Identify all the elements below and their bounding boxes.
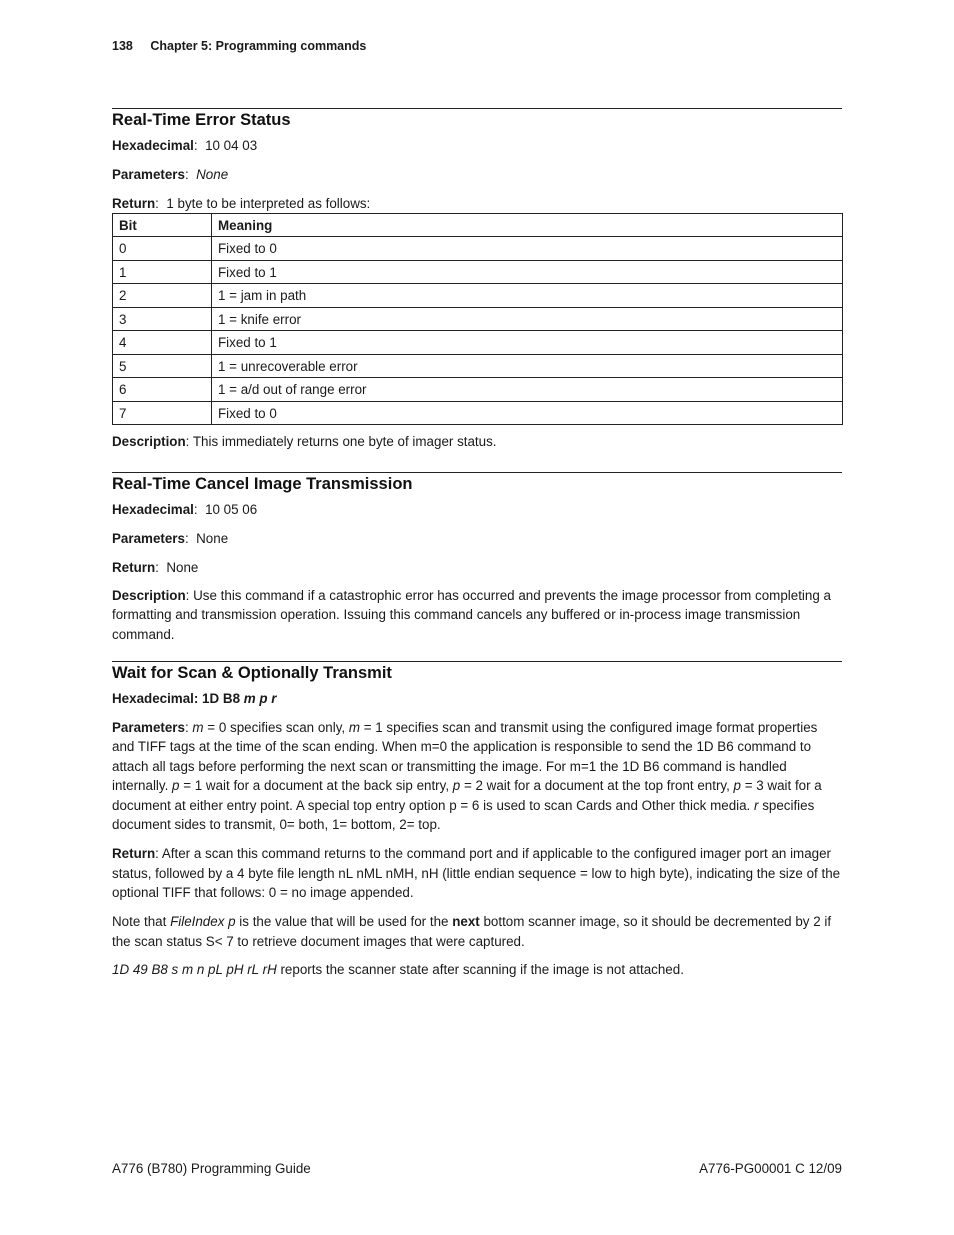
reports-text: reports the scanner state after scanning if the image is not attached. <box>276 962 684 978</box>
param-r: r <box>754 797 759 813</box>
return-label: Return <box>112 846 156 862</box>
return-line: Return: None <box>112 559 199 575</box>
params-value: None <box>196 530 229 546</box>
footer-right: A776-PG00001 C 12/09 <box>699 1161 842 1176</box>
parameters-line: Parameters: None <box>112 530 229 546</box>
table-row <box>113 354 843 378</box>
meaning-cell: Fixed to 0 <box>212 401 843 425</box>
bit-cell: 0 <box>113 237 212 261</box>
note-paragraph <box>112 912 842 951</box>
section-title: Wait for Scan & Optionally Transmit <box>112 664 392 682</box>
params-text: specifies document sides to transmit, 0= both, 1= bottom, 2= top. <box>112 797 815 833</box>
hexadecimal-line: Hexadecimal: 10 05 06 <box>112 502 258 517</box>
chapter-title: Chapter 5: Programming commands <box>150 39 367 53</box>
table-row <box>113 307 843 331</box>
table-row <box>113 260 843 284</box>
bit-cell: 3 <box>113 307 212 331</box>
meaning-cell: 1 = knife error <box>212 307 843 331</box>
note-text: Note that <box>112 914 171 930</box>
return-value: 1 byte to be interpreted as follows: <box>166 195 371 211</box>
col-header-meaning: Meaning <box>212 213 843 237</box>
table-header-row <box>113 213 843 237</box>
meaning-cell: 1 = unrecoverable error <box>212 354 843 378</box>
params-text: : <box>184 719 193 735</box>
note-text: bottom scanner image, so it should be decremented by 2 if the scan status S< 7 to retrieve document images that were captured. <box>112 914 832 949</box>
return-line: Return: 1 byte to be interpreted as follows: <box>112 195 371 211</box>
bit-cell: 2 <box>113 284 212 308</box>
bit-cell: 1 <box>113 260 212 284</box>
return-label: Return <box>112 559 156 575</box>
bit-cell: 4 <box>113 331 212 355</box>
param-p: p <box>733 778 741 794</box>
bit-cell: 6 <box>113 378 212 402</box>
bit-cell: 5 <box>113 354 212 378</box>
meaning-cell: Fixed to 0 <box>212 237 843 261</box>
desc-label: Description <box>112 434 186 450</box>
note-next: next <box>452 914 480 930</box>
footer-left: A776 (B780) Programming Guide <box>112 1161 311 1176</box>
page-number: 138 <box>112 39 133 53</box>
table-row <box>113 401 843 425</box>
description-line <box>112 432 842 451</box>
params-label: Parameters <box>112 719 185 735</box>
hex-label: Hexadecimal <box>112 138 194 153</box>
hex-label: Hexadecimal: 1D B8 <box>112 691 244 706</box>
section-title: Real-Time Error Status <box>112 111 291 129</box>
note-fileindex: FileIndex p <box>170 914 236 930</box>
meaning-cell: 1 = a/d out of range error <box>212 378 843 402</box>
bit-cell: 7 <box>113 401 212 425</box>
params-label: Parameters <box>112 530 185 546</box>
col-header-bit: Bit <box>113 213 212 237</box>
return-paragraph <box>112 844 842 903</box>
params-text: = 1 wait for a document at the back sip entry, <box>179 778 453 794</box>
hex-args: m p r <box>243 691 277 706</box>
return-value: : After a scan this command returns to the command port and if applicable to the configured imager port an imager status, followed by a 4 byte file length nL nML nMH, nH (little endian sequence = low to high byte), indicating the size of the optional TIFF that follows: 0 = no image appended. <box>112 846 841 901</box>
section-divider <box>112 108 842 109</box>
hex-value: 10 05 06 <box>205 502 258 517</box>
params-text: = 0 specifies scan only, <box>203 719 349 735</box>
hexadecimal-line <box>112 689 842 708</box>
section-title: Real-Time Cancel Image Transmission <box>112 475 413 493</box>
parameters-line: Parameters: None <box>112 166 229 182</box>
desc-value: : Use this command if a catastrophic error has occurred and prevents the image processor from completing a formatting and transmission operation. Issuing this command cancels any buffered or in-process image transmission command. <box>112 587 831 642</box>
table-row <box>113 331 843 355</box>
hexadecimal-line: Hexadecimal: 10 04 03 <box>112 138 258 153</box>
section-real-time-cancel-image-transmission <box>112 472 842 644</box>
meaning-cell: Fixed to 1 <box>212 260 843 284</box>
param-p: p <box>452 778 461 794</box>
parameters-paragraph <box>112 718 842 835</box>
table-row <box>113 237 843 261</box>
section-real-time-error-status <box>112 108 842 452</box>
param-m: m <box>192 719 204 735</box>
section-wait-for-scan <box>112 661 842 980</box>
note-text: is the value that will be used for the <box>235 914 453 930</box>
hex-value: 10 04 03 <box>205 138 258 153</box>
param-m: m <box>348 719 360 735</box>
params-text: = 2 wait for a document at the top front entry, <box>460 778 734 794</box>
param-p: p <box>172 778 180 794</box>
page-header <box>112 39 366 53</box>
hex-label: Hexadecimal <box>112 502 194 517</box>
table-row <box>113 378 843 402</box>
reports-command: 1D 49 B8 s m n pL pH rL rH <box>112 962 277 978</box>
bit-meaning-table <box>112 213 843 426</box>
section-divider <box>112 472 842 473</box>
params-text: = 3 wait for a document at either entry point. A special top entry option p = 6 is used to scan Cards and Other thick media. <box>112 778 822 813</box>
meaning-cell: 1 = jam in path <box>212 284 843 308</box>
return-value: None <box>166 559 199 575</box>
meaning-cell: Fixed to 1 <box>212 331 843 355</box>
params-label: Parameters <box>112 166 185 182</box>
params-text: = 1 specifies scan and transmit using the configured image format properties and TIFF tags at the time of the scan ending. When m=0 the application is responsible to send the 1D B6 command to attach all tags before performing the next scan or transmitting the image. For m=1 the 1D B6 command is handled internally. <box>112 719 818 794</box>
section-divider <box>112 661 842 662</box>
desc-label: Description <box>112 587 186 603</box>
reports-paragraph <box>112 960 842 980</box>
return-label: Return <box>112 195 156 211</box>
params-value: None <box>196 166 229 182</box>
table-row <box>113 284 843 308</box>
description-paragraph <box>112 586 842 645</box>
desc-value: : This immediately returns one byte of imager status. <box>185 434 497 450</box>
